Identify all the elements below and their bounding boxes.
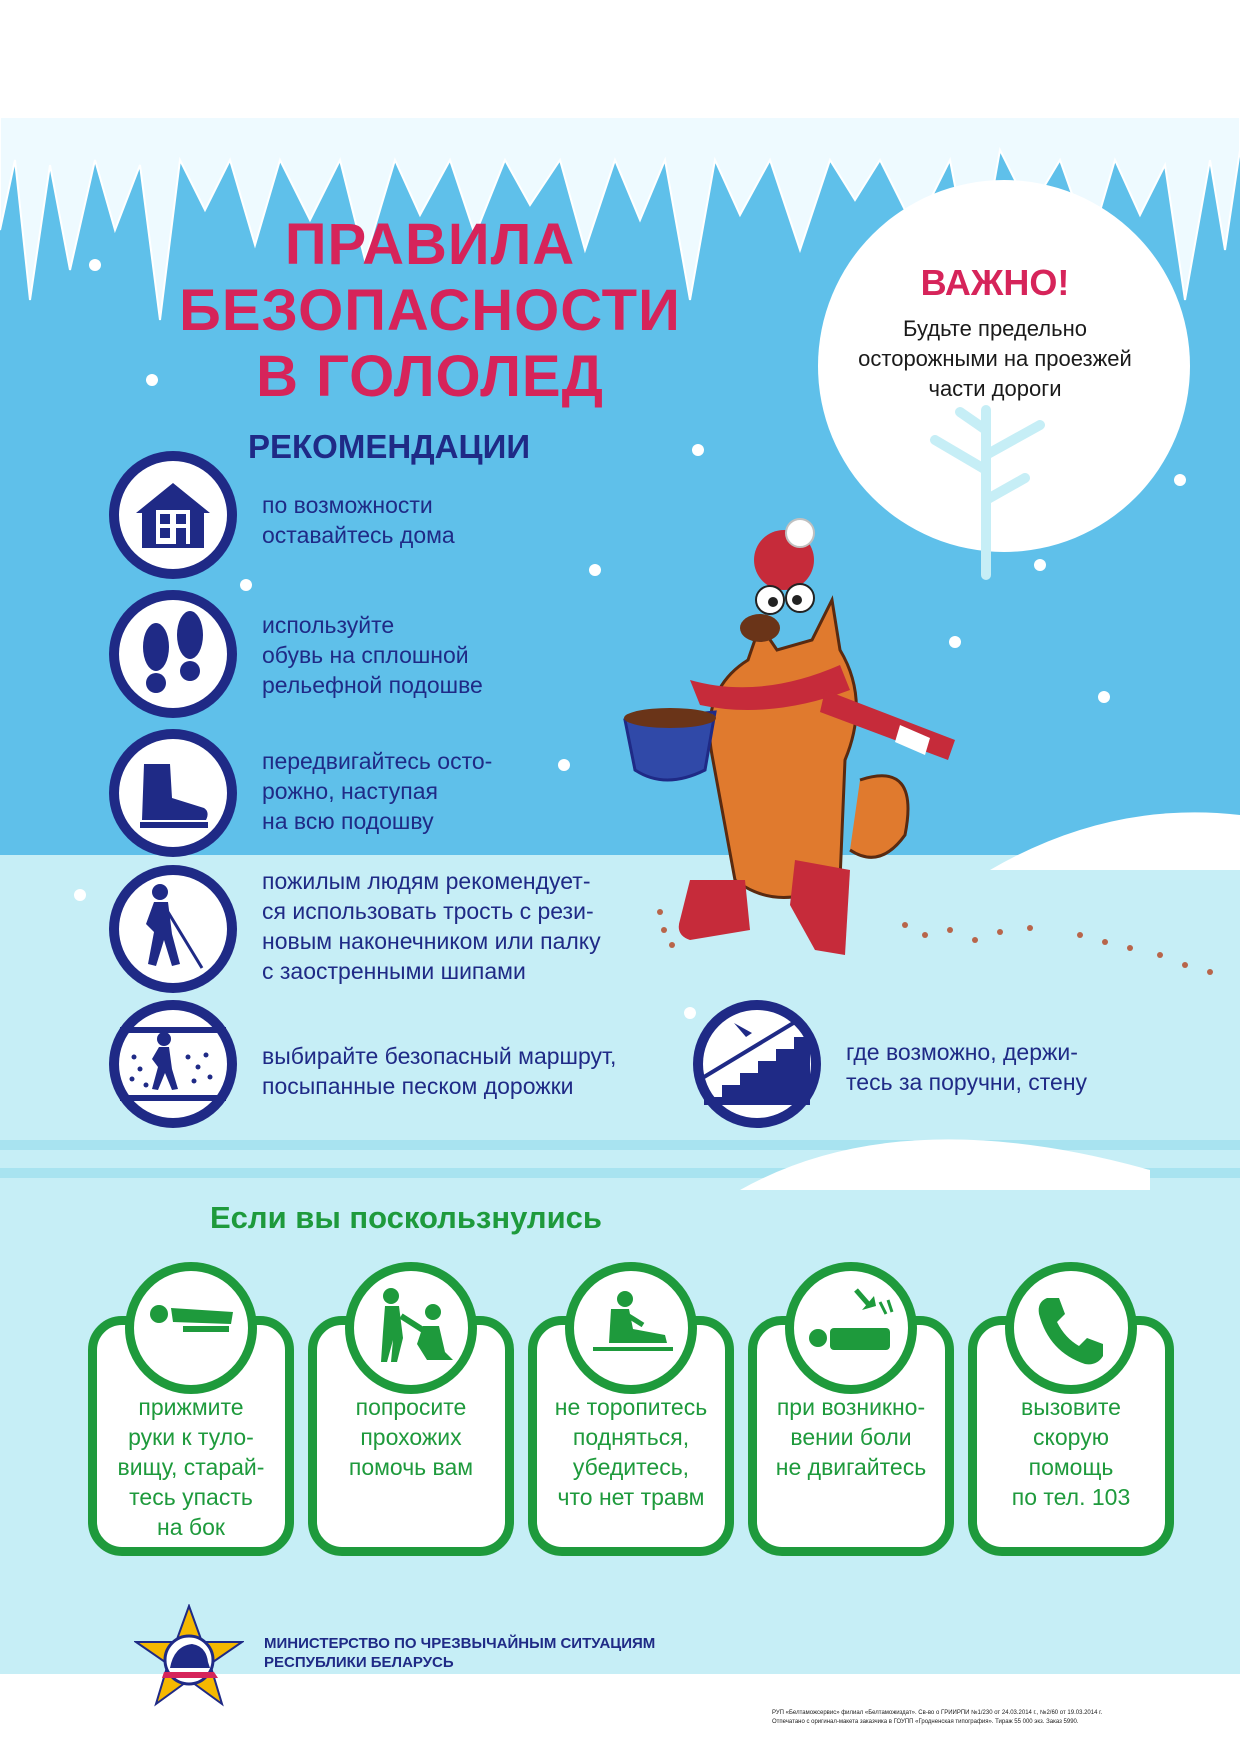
imprint-line-1: РУП «Белтаможсервис» филиал «Белтаможиздат». Св-во о ГРИИРПИ №1/230 от 24.03.2014 г., №2/60 от 19.03.2014 г. <box>772 1710 1103 1716</box>
recommendation-2 <box>262 610 483 700</box>
slip-card-1-line-1: прижмите <box>138 1394 244 1420</box>
handrail-stairs-icon <box>690 997 824 1131</box>
title-line-3: В ГОЛОЛЕД <box>256 344 604 409</box>
boot-icon <box>106 726 240 860</box>
slip-card-1-line-3: вищу, старай- <box>117 1454 265 1480</box>
important-line-3: части дороги <box>928 376 1062 401</box>
ministry-line-1: МИНИСТЕРСТВО ПО ЧРЕЗВЫЧАЙНЫМ СИТУАЦИЯМ <box>264 1635 656 1652</box>
recommendation-2-line-2: обувь на сплошной <box>262 642 469 668</box>
slip-card-3-line-2: подняться, <box>572 1424 690 1450</box>
slip-card-1-text <box>88 1392 294 1542</box>
slip-card-3-line-3: убедитесь, <box>572 1454 690 1480</box>
recommendation-3-line-2: рожно, наступая <box>262 778 438 804</box>
recommendation-5 <box>262 1041 616 1101</box>
slip-card-5-line-1: вызовите <box>1021 1394 1121 1420</box>
if-slipped-heading: Если вы поскользнулись <box>210 1200 602 1235</box>
slip-card-2-text <box>308 1392 514 1482</box>
recommendation-6 <box>846 1037 1087 1097</box>
slip-card-4-line-1: при возникно- <box>776 1394 926 1420</box>
important-line-2: осторожными на проезжей <box>858 346 1132 371</box>
slip-card-4-line-3: не двигайтесь <box>775 1454 927 1480</box>
sitting-person-icon <box>585 1285 677 1365</box>
slip-card-1-line-2: руки к туло- <box>128 1424 254 1450</box>
footprints-icon <box>106 587 240 721</box>
ministry-name <box>264 1634 655 1672</box>
slip-card-1-line-4: тесь упасть <box>129 1484 253 1510</box>
slip-card-3-line-4: что нет травм <box>557 1484 705 1510</box>
slip-card-5-text <box>968 1392 1174 1512</box>
recommendation-3 <box>262 746 492 836</box>
recommendation-4 <box>262 866 601 986</box>
cane-walker-icon <box>106 862 240 996</box>
recommendation-3-line-3: на всю подошву <box>262 808 434 834</box>
ministry-emblem-icon <box>134 1604 244 1714</box>
slip-card-1-line-5: на бок <box>157 1514 225 1540</box>
slip-card-5-line-4: по тел. 103 <box>1011 1484 1131 1510</box>
imprint-line-2: Отпечатано с оригинал-макета заказчика в ГОУПП «Гродненская типография». Тираж 55 000 экз. Заказ 5990. <box>772 1719 1079 1725</box>
slip-card-4-line-2: вении боли <box>790 1424 912 1450</box>
important-heading: ВАЖНО! <box>920 262 1070 303</box>
recommendation-6-line-1: где возможно, держи- <box>846 1039 1078 1065</box>
recommendation-6-line-2: тесь за поручни, стену <box>846 1069 1088 1095</box>
slip-card-3-text <box>528 1392 734 1512</box>
important-line-1: Будьте предельно <box>903 316 1087 341</box>
title-line-1: ПРАВИЛА <box>284 212 576 277</box>
important-notice <box>810 262 1180 404</box>
recommendation-4-line-1: пожилым людям рекомендует- <box>262 868 591 894</box>
slip-card-5-line-3: помощь <box>1028 1454 1114 1480</box>
recommendation-5-line-1: выбирайте безопасный маршрут, <box>262 1043 617 1069</box>
imprint <box>772 1709 1192 1727</box>
falling-person-icon <box>141 1290 241 1360</box>
slip-card-2-line-1: попросите <box>355 1394 467 1420</box>
slip-card-3-line-1: не торопитесь <box>554 1394 708 1420</box>
phone-icon <box>1031 1290 1111 1370</box>
recommendation-4-line-2: ся использовать трость с рези- <box>262 898 594 924</box>
recommendation-4-line-4: с заостренными шипами <box>262 958 526 984</box>
slip-card-2-line-3: помочь вам <box>348 1454 474 1480</box>
recommendation-2-line-3: рельефной подошве <box>262 672 483 698</box>
recommendation-1-line-2: оставайтесь дома <box>262 522 455 548</box>
recommendation-3-line-1: передвигайтесь осто- <box>262 748 493 774</box>
slip-card-2-line-2: прохожих <box>360 1424 462 1450</box>
recommendation-1 <box>262 490 455 550</box>
recommendation-2-line-1: используйте <box>262 612 395 638</box>
house-icon <box>106 448 240 582</box>
slip-card-4-text <box>748 1392 954 1482</box>
slip-card-5-line-2: скорую <box>1033 1424 1109 1450</box>
pain-icon <box>800 1282 900 1372</box>
sanded-path-icon <box>106 997 240 1131</box>
page-title <box>150 212 710 410</box>
helping-person-icon <box>367 1282 457 1372</box>
ministry-line-2: РЕСПУБЛИКИ БЕЛАРУСЬ <box>264 1654 454 1671</box>
recommendation-5-line-2: посыпанные песком дорожки <box>262 1073 574 1099</box>
title-line-2: БЕЗОПАСНОСТИ <box>179 278 681 343</box>
recommendation-1-line-1: по возможности <box>262 492 433 518</box>
recommendations-heading: РЕКОМЕНДАЦИИ <box>248 428 531 465</box>
recommendation-4-line-3: новым наконечником или палку <box>262 928 601 954</box>
